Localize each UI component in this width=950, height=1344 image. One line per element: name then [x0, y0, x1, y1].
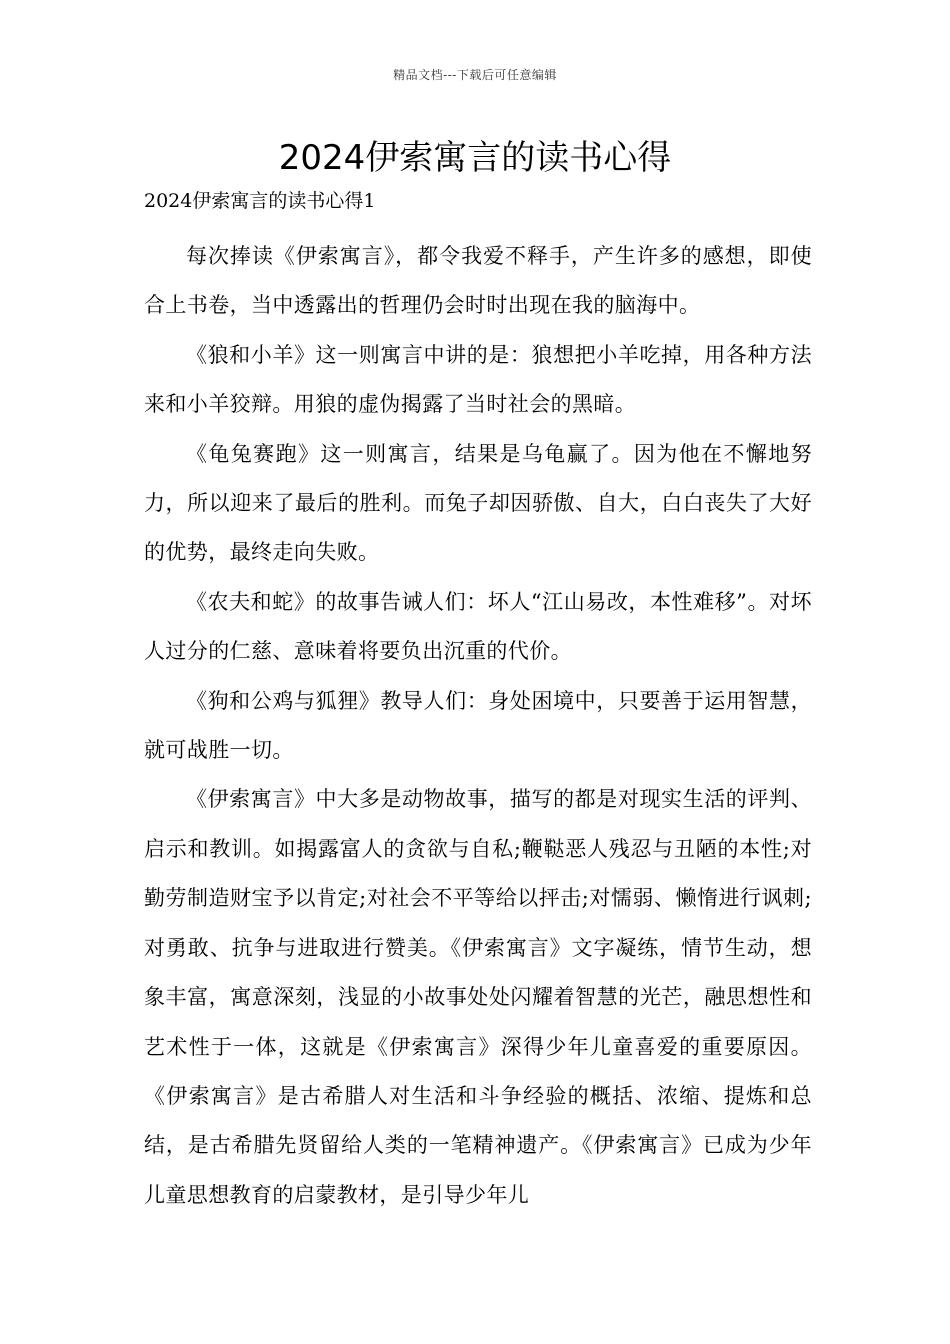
document-title: 2024伊索寓言的读书心得 — [278, 138, 672, 178]
header-note: 精品文档---下载后可任意编辑 — [393, 68, 557, 82]
paragraph: 每次捧读《伊索寓言》，都令我爱不释手，产生许多的感想，即使合上书卷，当中透露出的哲理仍会时时出现在我的脑海中。 — [144, 244, 812, 318]
paragraph: 《狗和公鸡与狐狸》教导人们：身处困境中，只要善于运用智慧，就可战胜一切。 — [144, 688, 812, 763]
paragraph: 《狼和小羊》这一则寓言中讲的是：狼想把小羊吃掉，用各种方法来和小羊狡辩。用狼的虚伪揭露了当时社会的黑暗。 — [144, 342, 812, 417]
document-body — [144, 232, 812, 1220]
paragraph: 《伊索寓言》中大多是动物故事，描写的都是对现实生活的评判、启示和教训。如揭露富人的贪欲与自私;鞭鞑恶人残忍与丑陋的本性;对勤劳制造财宝予以肯定;对社会不平等给以抨击;对懦弱、懒惰进行讽刺;对勇敢、抗争与进取进行赞美。《伊索寓言》文字凝练，情节生动，想象丰富，寓意深刻，浅显的小故事处处闪耀着智慧的光芒，融思想性和艺术性于一体，这就是《伊索寓言》深得少年儿童喜爱的重要原因。《伊索寓言》是古希腊人对生活和斗争经验的概括、浓缩、提炼和总结，是古希腊先贤留给人类的一笔精神遗产。《伊索寓言》已成为少年儿童思想教育的启蒙教材，是引导少年儿 — [144, 787, 812, 1207]
section-heading: 2024伊索寓言的读书心得1 — [144, 190, 376, 212]
paragraph: 《龟兔赛跑》这一则寓言，结果是乌龟赢了。因为他在不懈地努力，所以迎来了最后的胜利。而兔子却因骄傲、自大，白白丧失了大好的优势，最终走向失败。 — [144, 441, 812, 565]
paragraph: 《农夫和蛇》的故事告诫人们：坏人“江山易改，本性难移”。对坏人过分的仁慈、意味着将要负出沉重的代价。 — [144, 589, 812, 664]
